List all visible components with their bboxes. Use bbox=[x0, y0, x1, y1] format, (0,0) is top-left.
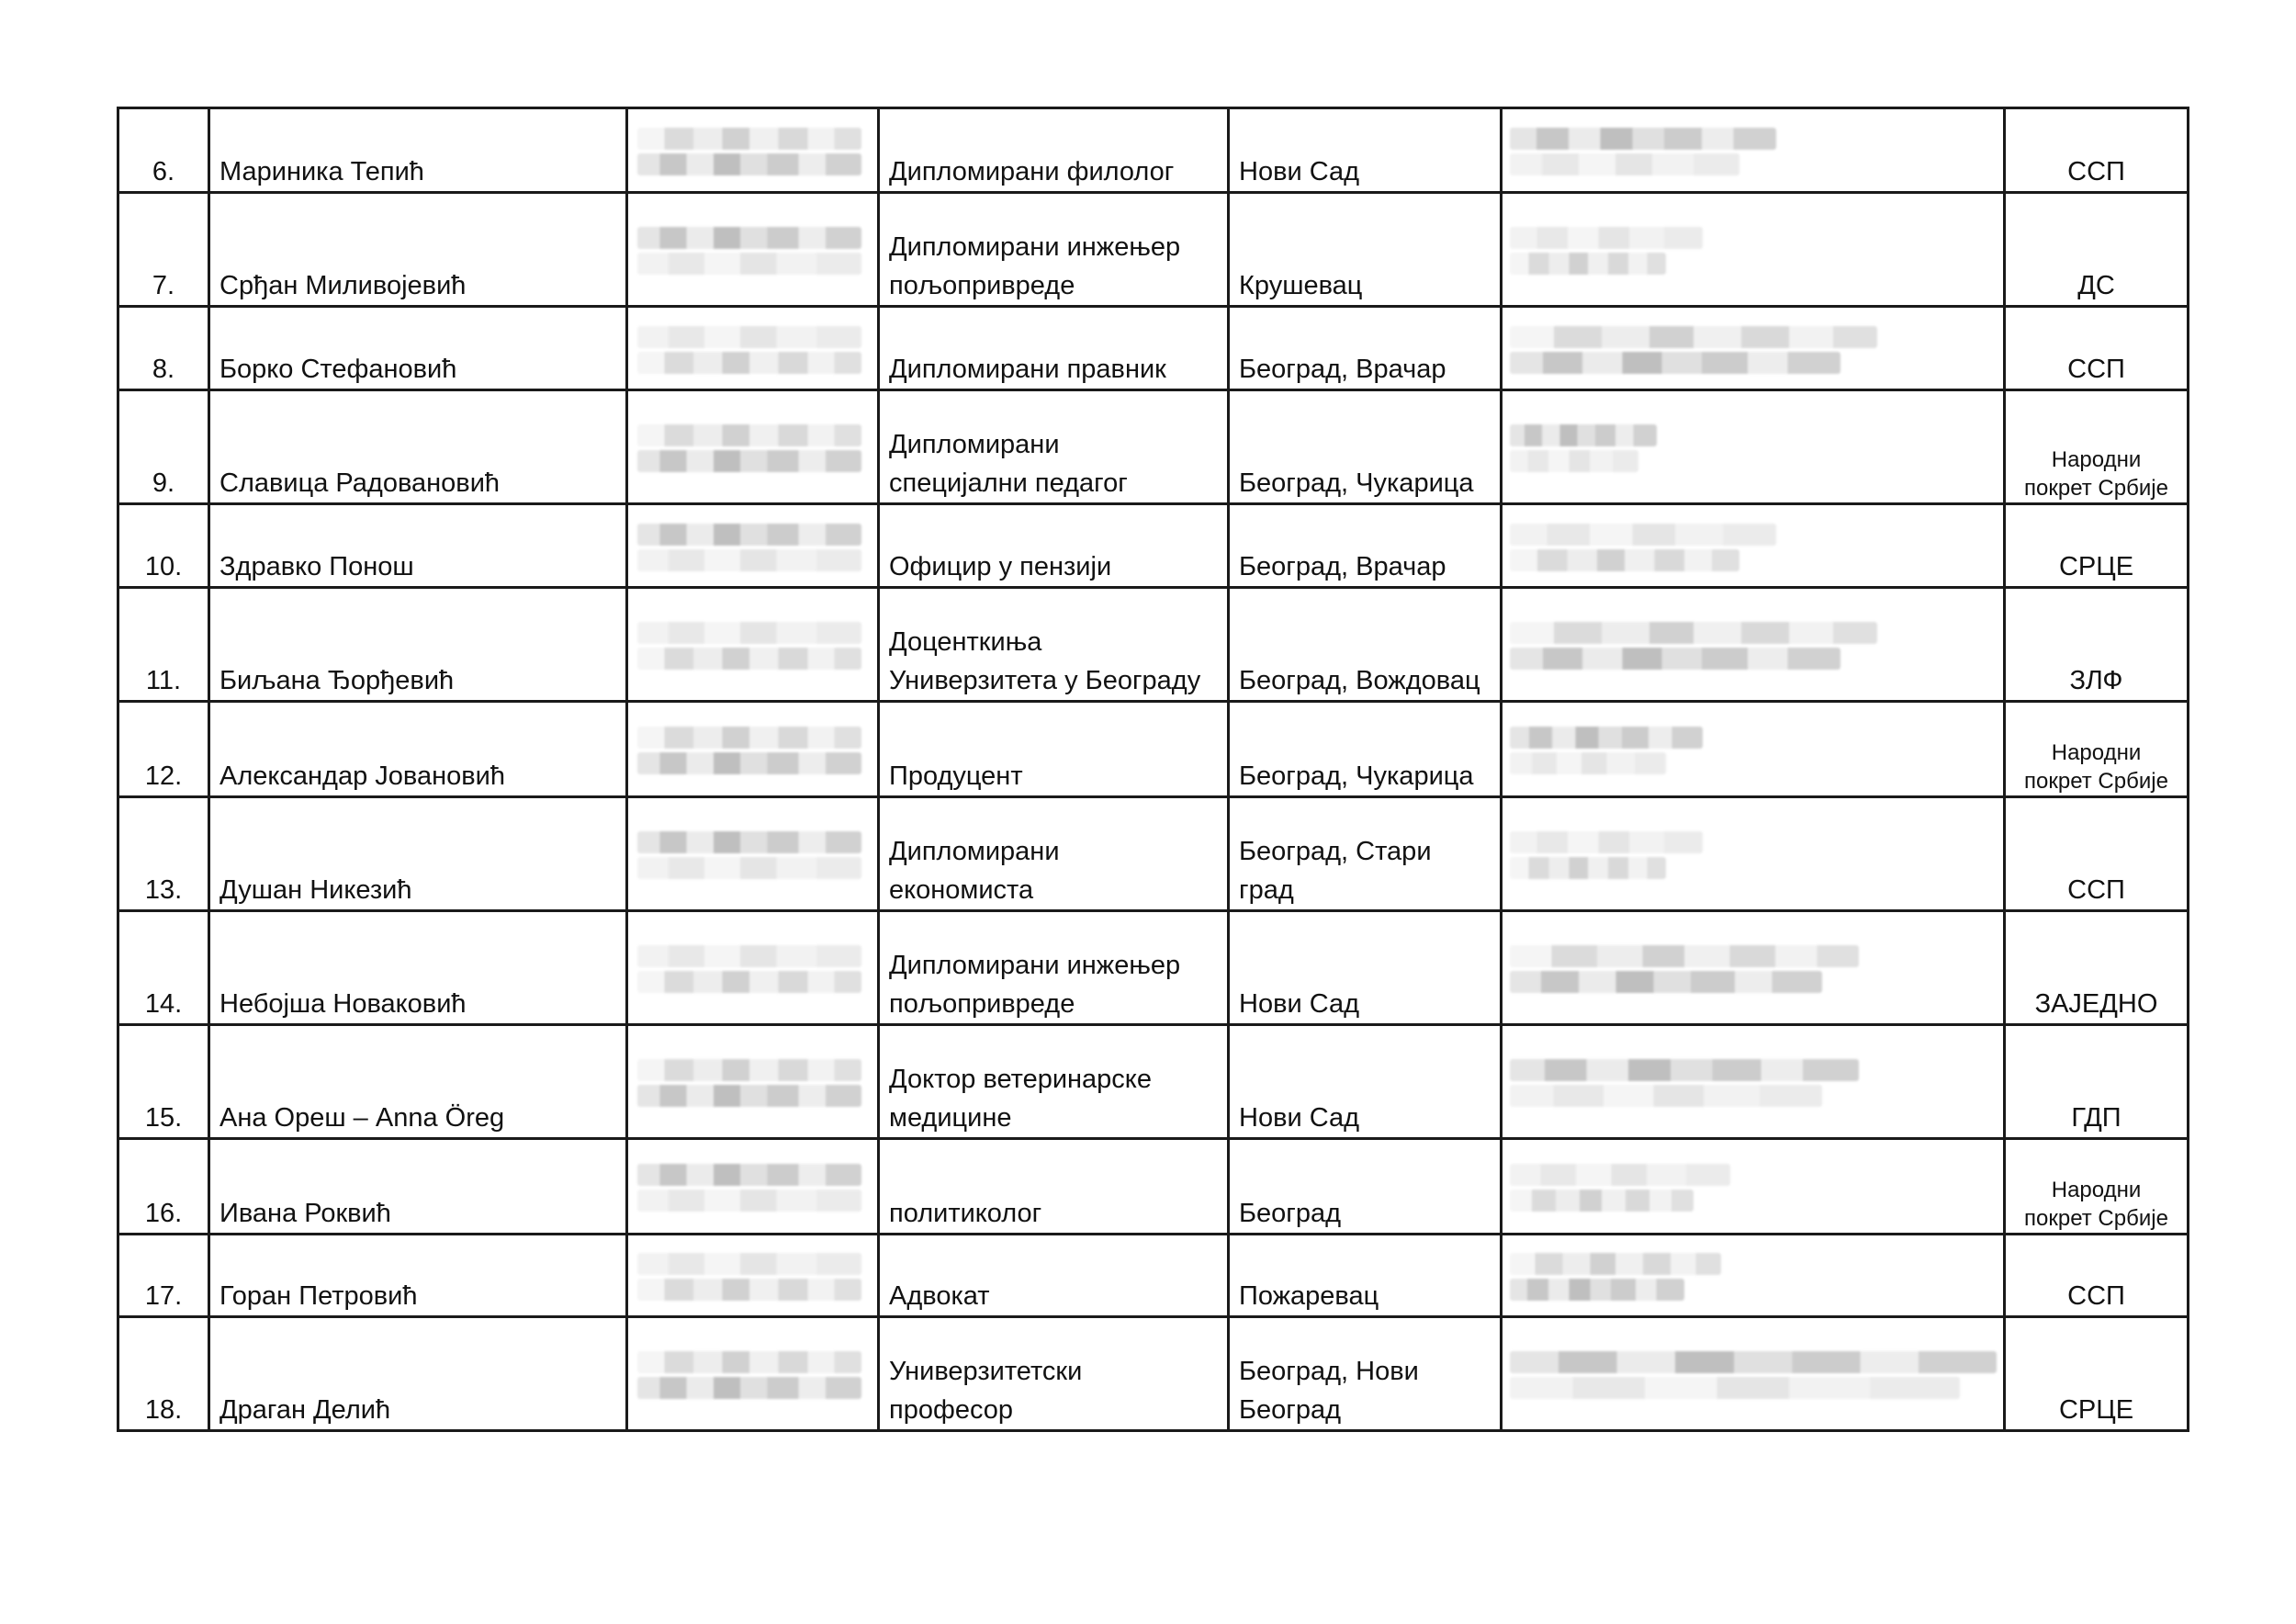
candidate-name: Ана Ореш – Anna Öreg bbox=[209, 1025, 627, 1139]
redaction-block bbox=[637, 227, 861, 249]
redacted-cell bbox=[627, 1139, 879, 1235]
occupation bbox=[879, 193, 1229, 307]
redacted-cell bbox=[627, 588, 879, 702]
redacted-cell bbox=[627, 108, 879, 193]
occupation-line: Дипломирани bbox=[889, 837, 1060, 866]
redaction-block bbox=[637, 1059, 861, 1081]
occupation-line: Доценткиња bbox=[889, 627, 1042, 657]
candidate-name: Драган Делић bbox=[209, 1317, 627, 1431]
redacted-cell bbox=[1502, 588, 2005, 702]
redacted-cell bbox=[627, 911, 879, 1025]
residence bbox=[1229, 911, 1502, 1025]
occupation bbox=[879, 911, 1229, 1025]
party-line: Народни bbox=[2051, 740, 2142, 765]
redaction-block bbox=[1510, 352, 1840, 374]
occupation-line: Универзитетски bbox=[889, 1357, 1083, 1386]
candidate-table-body bbox=[118, 108, 2189, 1431]
occupation bbox=[879, 702, 1229, 797]
redaction-block bbox=[637, 1164, 861, 1186]
redacted-cell bbox=[1502, 1025, 2005, 1139]
residence bbox=[1229, 1235, 1502, 1317]
row-number: 14. bbox=[118, 911, 209, 1025]
redacted-cell bbox=[1502, 193, 2005, 307]
redacted-cell bbox=[627, 1235, 879, 1317]
table-row bbox=[118, 1317, 2189, 1431]
residence-line: Београд, Врачар bbox=[1239, 552, 1446, 581]
redaction-block bbox=[637, 450, 861, 472]
party bbox=[2005, 307, 2189, 390]
redaction-block bbox=[637, 1377, 861, 1399]
residence-line: Крушевац bbox=[1239, 271, 1363, 300]
candidate-name: Душан Никезић bbox=[209, 797, 627, 911]
occupation-line: Адвокат bbox=[889, 1281, 990, 1311]
party-line: ССП bbox=[2067, 157, 2125, 186]
party-line: ССП bbox=[2067, 355, 2125, 384]
redaction-block bbox=[637, 1190, 861, 1212]
party bbox=[2005, 702, 2189, 797]
candidate-name: Здравко Понош bbox=[209, 504, 627, 588]
redaction-block bbox=[1510, 1190, 1694, 1212]
redacted-cell bbox=[1502, 307, 2005, 390]
party-line: ЗЛФ bbox=[2069, 666, 2123, 695]
party-line: ДС bbox=[2077, 271, 2115, 300]
table-row bbox=[118, 1025, 2189, 1139]
party bbox=[2005, 390, 2189, 504]
party bbox=[2005, 193, 2189, 307]
residence bbox=[1229, 1317, 1502, 1431]
row-number: 18. bbox=[118, 1317, 209, 1431]
redaction-block bbox=[1510, 1351, 1997, 1373]
redacted-cell bbox=[627, 504, 879, 588]
party bbox=[2005, 108, 2189, 193]
redaction-block bbox=[1510, 1279, 1684, 1301]
party bbox=[2005, 1025, 2189, 1139]
table-row bbox=[118, 390, 2189, 504]
redaction-block bbox=[1510, 648, 1840, 670]
table-row bbox=[118, 588, 2189, 702]
redacted-cell bbox=[627, 307, 879, 390]
occupation-line: пољопривреде bbox=[889, 989, 1075, 1019]
redaction-block bbox=[1510, 727, 1703, 749]
redacted-cell bbox=[627, 1317, 879, 1431]
occupation bbox=[879, 1235, 1229, 1317]
redacted-cell bbox=[1502, 911, 2005, 1025]
redacted-cell bbox=[627, 1025, 879, 1139]
redaction-block bbox=[1510, 1164, 1730, 1186]
row-number: 12. bbox=[118, 702, 209, 797]
occupation bbox=[879, 307, 1229, 390]
table-row bbox=[118, 108, 2189, 193]
table-row bbox=[118, 1139, 2189, 1235]
occupation bbox=[879, 504, 1229, 588]
redacted-cell bbox=[627, 390, 879, 504]
occupation-line: медицине bbox=[889, 1103, 1012, 1133]
row-number: 13. bbox=[118, 797, 209, 911]
occupation-line: економиста bbox=[889, 875, 1034, 905]
candidate-name: Александар Јовановић bbox=[209, 702, 627, 797]
redacted-cell bbox=[627, 797, 879, 911]
redacted-cell bbox=[1502, 108, 2005, 193]
party bbox=[2005, 911, 2189, 1025]
redacted-cell bbox=[627, 702, 879, 797]
residence bbox=[1229, 193, 1502, 307]
redaction-block bbox=[1510, 424, 1657, 446]
redaction-block bbox=[637, 622, 861, 644]
residence bbox=[1229, 797, 1502, 911]
occupation-line: Дипломирани bbox=[889, 430, 1060, 459]
redacted-cell bbox=[1502, 1235, 2005, 1317]
residence-line: Београд, Нови bbox=[1239, 1357, 1419, 1386]
party-line: СРЦЕ bbox=[2058, 552, 2134, 581]
party bbox=[2005, 1139, 2189, 1235]
redaction-block bbox=[1510, 524, 1776, 546]
candidate-name: Горан Петровић bbox=[209, 1235, 627, 1317]
redaction-block bbox=[1510, 450, 1638, 472]
residence-line: Нови Сад bbox=[1239, 989, 1360, 1019]
redaction-block bbox=[637, 524, 861, 546]
party-line: ССП bbox=[2067, 875, 2125, 905]
redacted-cell bbox=[1502, 1317, 2005, 1431]
residence-line: Београд, Чукарица bbox=[1239, 761, 1474, 791]
residence bbox=[1229, 390, 1502, 504]
redaction-block bbox=[637, 253, 861, 275]
row-number: 16. bbox=[118, 1139, 209, 1235]
party bbox=[2005, 588, 2189, 702]
residence bbox=[1229, 702, 1502, 797]
row-number: 9. bbox=[118, 390, 209, 504]
redaction-block bbox=[1510, 326, 1877, 348]
redaction-block bbox=[637, 1085, 861, 1107]
residence-line: Београд, Вождовац bbox=[1239, 666, 1480, 695]
residence-line: град bbox=[1239, 875, 1294, 905]
redaction-block bbox=[1510, 227, 1703, 249]
occupation-line: пољопривреде bbox=[889, 271, 1075, 300]
row-number: 7. bbox=[118, 193, 209, 307]
redaction-block bbox=[1510, 1377, 1960, 1399]
candidate-table bbox=[117, 107, 2189, 1432]
redaction-block bbox=[637, 128, 861, 150]
party bbox=[2005, 1317, 2189, 1431]
party-line: покрет Србије bbox=[2024, 769, 2168, 794]
table-row bbox=[118, 307, 2189, 390]
redaction-block bbox=[637, 153, 861, 175]
occupation-line: политиколог bbox=[889, 1199, 1042, 1228]
row-number: 10. bbox=[118, 504, 209, 588]
redaction-block bbox=[1510, 857, 1666, 879]
redaction-block bbox=[637, 648, 861, 670]
party-line: Народни bbox=[2051, 1178, 2142, 1202]
candidate-name: Ивана Роквић bbox=[209, 1139, 627, 1235]
occupation-line: Официр у пензији bbox=[889, 552, 1112, 581]
redaction-block bbox=[1510, 945, 1859, 967]
redaction-block bbox=[637, 1279, 861, 1301]
redaction-block bbox=[1510, 752, 1666, 774]
party-line: ЗАЈЕДНО bbox=[2034, 989, 2158, 1019]
redacted-cell bbox=[1502, 504, 2005, 588]
redaction-block bbox=[637, 727, 861, 749]
redaction-block bbox=[637, 752, 861, 774]
redaction-block bbox=[1510, 831, 1703, 853]
table-row bbox=[118, 193, 2189, 307]
candidate-name: Биљана Ђорђевић bbox=[209, 588, 627, 702]
redaction-block bbox=[1510, 153, 1739, 175]
residence-line: Београд, Чукарица bbox=[1239, 468, 1474, 498]
redaction-block bbox=[637, 857, 861, 879]
occupation-line: професор bbox=[889, 1395, 1014, 1425]
redaction-block bbox=[637, 1351, 861, 1373]
candidate-name: Борко Стефановић bbox=[209, 307, 627, 390]
occupation-line: Дипломирани филолог bbox=[889, 157, 1175, 186]
residence bbox=[1229, 307, 1502, 390]
row-number: 17. bbox=[118, 1235, 209, 1317]
occupation-line: специјални педагог bbox=[889, 468, 1128, 498]
redaction-block bbox=[1510, 971, 1822, 993]
residence-line: Нови Сад bbox=[1239, 157, 1360, 186]
residence-line: Београд, Стари bbox=[1239, 837, 1432, 866]
residence bbox=[1229, 504, 1502, 588]
occupation bbox=[879, 390, 1229, 504]
residence-line: Нови Сад bbox=[1239, 1103, 1360, 1133]
residence-line: Пожаревац bbox=[1239, 1281, 1379, 1311]
redaction-block bbox=[1510, 622, 1877, 644]
redacted-cell bbox=[1502, 1139, 2005, 1235]
redaction-block bbox=[1510, 128, 1776, 150]
row-number: 8. bbox=[118, 307, 209, 390]
occupation-line: Дипломирани правник bbox=[889, 355, 1166, 384]
table-row bbox=[118, 1235, 2189, 1317]
party bbox=[2005, 797, 2189, 911]
candidate-name: Славица Радовановић bbox=[209, 390, 627, 504]
redacted-cell bbox=[627, 193, 879, 307]
party-line: ССП bbox=[2067, 1281, 2125, 1311]
redaction-block bbox=[1510, 549, 1739, 571]
occupation bbox=[879, 797, 1229, 911]
occupation-line: Универзитета у Београду bbox=[889, 666, 1201, 695]
occupation-line: Дипломирани инжењер bbox=[889, 232, 1181, 262]
redacted-cell bbox=[1502, 702, 2005, 797]
residence bbox=[1229, 108, 1502, 193]
candidate-name: Срђан Миливојевић bbox=[209, 193, 627, 307]
occupation bbox=[879, 1025, 1229, 1139]
occupation-line: Продуцент bbox=[889, 761, 1023, 791]
residence bbox=[1229, 588, 1502, 702]
row-number: 11. bbox=[118, 588, 209, 702]
redaction-block bbox=[1510, 1253, 1721, 1275]
redaction-block bbox=[637, 945, 861, 967]
redaction-block bbox=[1510, 253, 1666, 275]
redaction-block bbox=[637, 352, 861, 374]
party bbox=[2005, 1235, 2189, 1317]
party-line: ГДП bbox=[2071, 1103, 2122, 1133]
party-line: СРЦЕ bbox=[2058, 1395, 2134, 1425]
candidate-name: Мариника Тепић bbox=[209, 108, 627, 193]
redaction-block bbox=[1510, 1085, 1822, 1107]
residence-line: Београд, Врачар bbox=[1239, 355, 1446, 384]
occupation bbox=[879, 588, 1229, 702]
party-line: покрет Србије bbox=[2024, 1206, 2168, 1231]
redaction-block bbox=[637, 971, 861, 993]
redaction-block bbox=[1510, 1059, 1859, 1081]
redacted-cell bbox=[1502, 797, 2005, 911]
table-row bbox=[118, 797, 2189, 911]
redaction-block bbox=[637, 424, 861, 446]
occupation bbox=[879, 108, 1229, 193]
redaction-block bbox=[637, 1253, 861, 1275]
residence bbox=[1229, 1139, 1502, 1235]
row-number: 6. bbox=[118, 108, 209, 193]
residence bbox=[1229, 1025, 1502, 1139]
candidate-name: Небојша Новаковић bbox=[209, 911, 627, 1025]
occupation bbox=[879, 1139, 1229, 1235]
redaction-block bbox=[637, 326, 861, 348]
residence-line: Београд bbox=[1239, 1199, 1342, 1228]
table-row bbox=[118, 911, 2189, 1025]
row-number: 15. bbox=[118, 1025, 209, 1139]
redaction-block bbox=[637, 831, 861, 853]
occupation-line: Доктор ветеринарске bbox=[889, 1065, 1152, 1094]
redaction-block bbox=[637, 549, 861, 571]
occupation bbox=[879, 1317, 1229, 1431]
party bbox=[2005, 504, 2189, 588]
occupation-line: Дипломирани инжењер bbox=[889, 951, 1181, 980]
table-row bbox=[118, 702, 2189, 797]
party-line: Народни bbox=[2051, 447, 2142, 472]
party-line: покрет Србије bbox=[2024, 476, 2168, 501]
table-row bbox=[118, 504, 2189, 588]
redacted-cell bbox=[1502, 390, 2005, 504]
residence-line: Београд bbox=[1239, 1395, 1342, 1425]
